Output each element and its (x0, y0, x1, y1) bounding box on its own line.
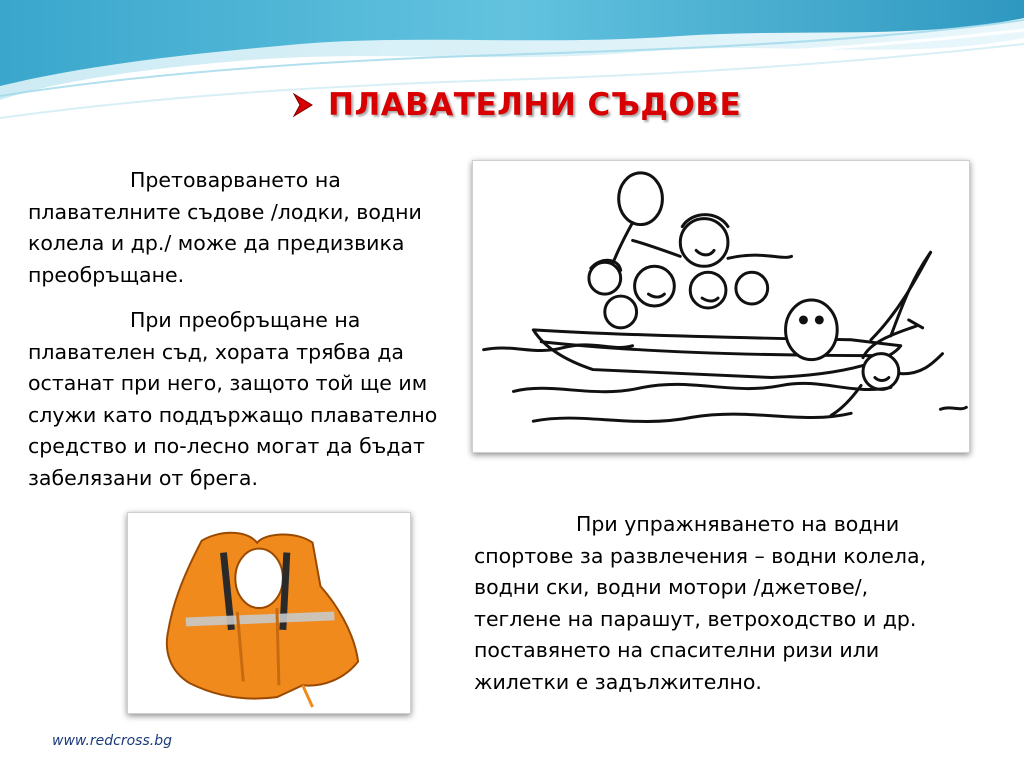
paragraph-overloading: Претоварването на плавателните съдове /лодки, водни колела и др./ може да предизвика преобръщане. (28, 168, 422, 287)
life-vest-photo (127, 512, 411, 714)
arrow-bullet-icon (292, 92, 314, 118)
footer-url[interactable]: www.redcross.bg (52, 733, 172, 749)
life-vest-drawing (128, 513, 410, 713)
overloaded-boat-illustration (472, 160, 970, 453)
paragraph-water-sports: При упражняването на водни спортове за развлечения – водни колела, водни ски, водни мотори /джетове/, теглене на парашут, ветроходство и др. поставянето на спасителни ризи или жилетки е задължително. (474, 512, 927, 694)
title-row (292, 78, 752, 132)
boat-drawing (473, 161, 969, 452)
page-title: ПЛАВАТЕЛНИ СЪДОВЕ (328, 87, 742, 123)
paragraph-capsizing: При преобръщане на плавателен съд, хората трябва да останат при него, защото той ще им служи като поддържащо плавателно средство и по-лесно могат да бъдат забелязани от брега. (28, 308, 438, 490)
